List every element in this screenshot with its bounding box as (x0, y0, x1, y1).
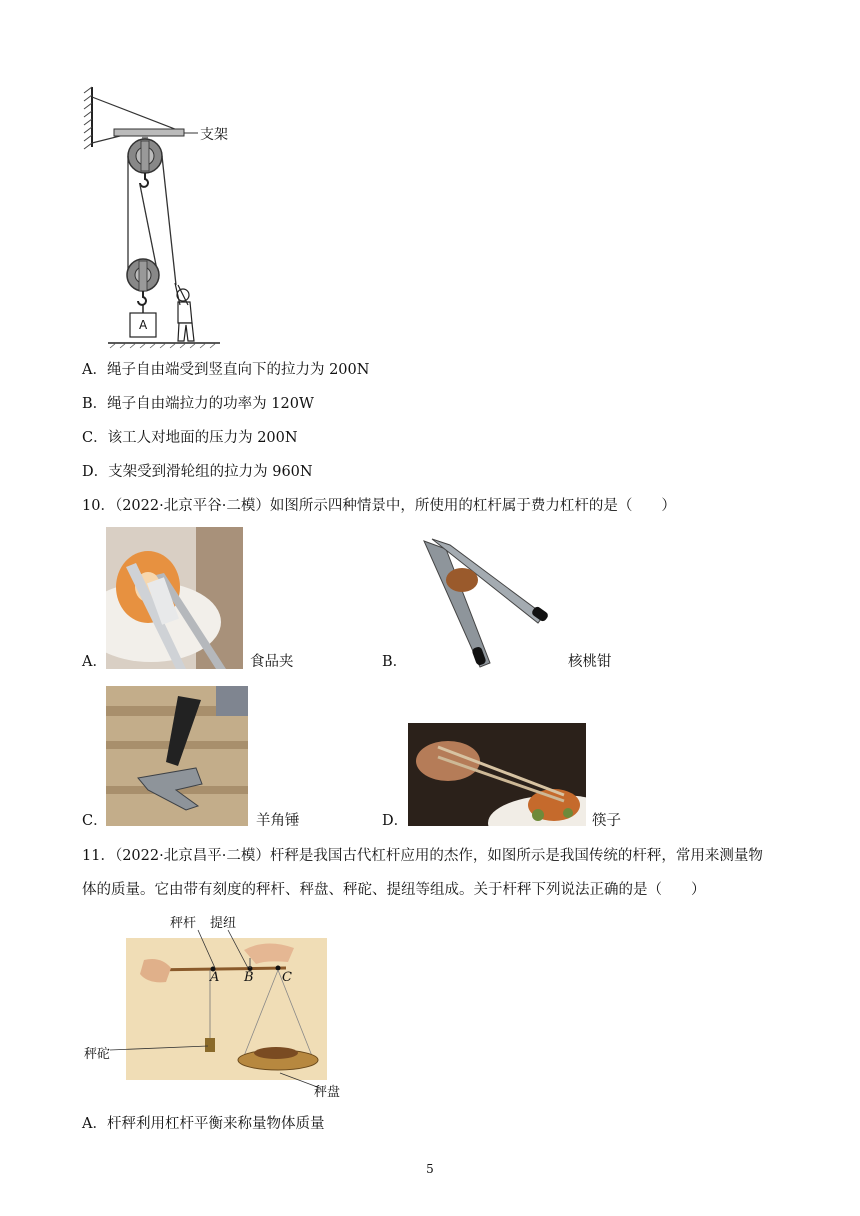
bracket-label: 支架 (200, 127, 228, 143)
q10-option-b-letter: B． (382, 654, 408, 670)
q9-option-d: D．支架受到滑轮组的拉力为 960N (82, 464, 313, 480)
q9-option-b: B．绳子自由端拉力的功率为 120W (82, 396, 314, 412)
steelyard-rod-label: 秤杆 (170, 916, 197, 931)
steelyard-label-leaders (80, 900, 360, 1100)
q10-option-a-letter: A． (82, 654, 107, 670)
q10-option-c-caption: 羊角锤 (256, 813, 300, 829)
steelyard-knob-label: 提纽 (210, 916, 237, 931)
steelyard-point-b: B (244, 970, 254, 985)
food-tongs-photo (106, 527, 243, 669)
q10-option-b-caption: 核桃钳 (568, 654, 612, 670)
steelyard-point-c: C (282, 970, 292, 985)
q9-option-a: A．绳子自由端受到竖直向下的拉力为 200N (82, 362, 370, 378)
q10-option-d-letter: D． (382, 813, 409, 829)
q11-stem-line1: 11．（2022·北京昌平·二模）杆秤是我国古代杠杆应用的杰作，如图所示是我国传统的杆秤，常用来测量物 (82, 848, 763, 864)
block-a-label: A (139, 318, 148, 332)
q11-stem-line2: 体的质量。它由带有刻度的秤杆、秤盘、秤砣、提纽等组成。关于杆秤下列说法正确的是（ ） (82, 882, 706, 898)
q10-option-a-caption: 食品夹 (250, 654, 294, 670)
chopsticks-photo (408, 723, 586, 826)
page-number: 5 (426, 1162, 434, 1176)
claw-hammer-photo (106, 686, 248, 826)
q9-option-c: C．该工人对地面的压力为 200N (82, 430, 298, 446)
q10-option-c-letter: C． (82, 813, 108, 829)
q10-option-d-caption: 筷子 (592, 813, 621, 829)
steelyard-pan-label: 秤盘 (314, 1085, 341, 1100)
steelyard-weight-label: 秤砣 (84, 1047, 111, 1062)
steelyard-point-a: A (210, 970, 220, 985)
q11-option-a: A．杆秤利用杠杆平衡来称量物体质量 (82, 1116, 325, 1132)
q10-stem: 10．（2022·北京平谷·二模）如图所示四种情景中，所使用的杠杆属于费力杠杆的是（ ） (82, 498, 676, 514)
nutcracker-photo (410, 535, 550, 670)
